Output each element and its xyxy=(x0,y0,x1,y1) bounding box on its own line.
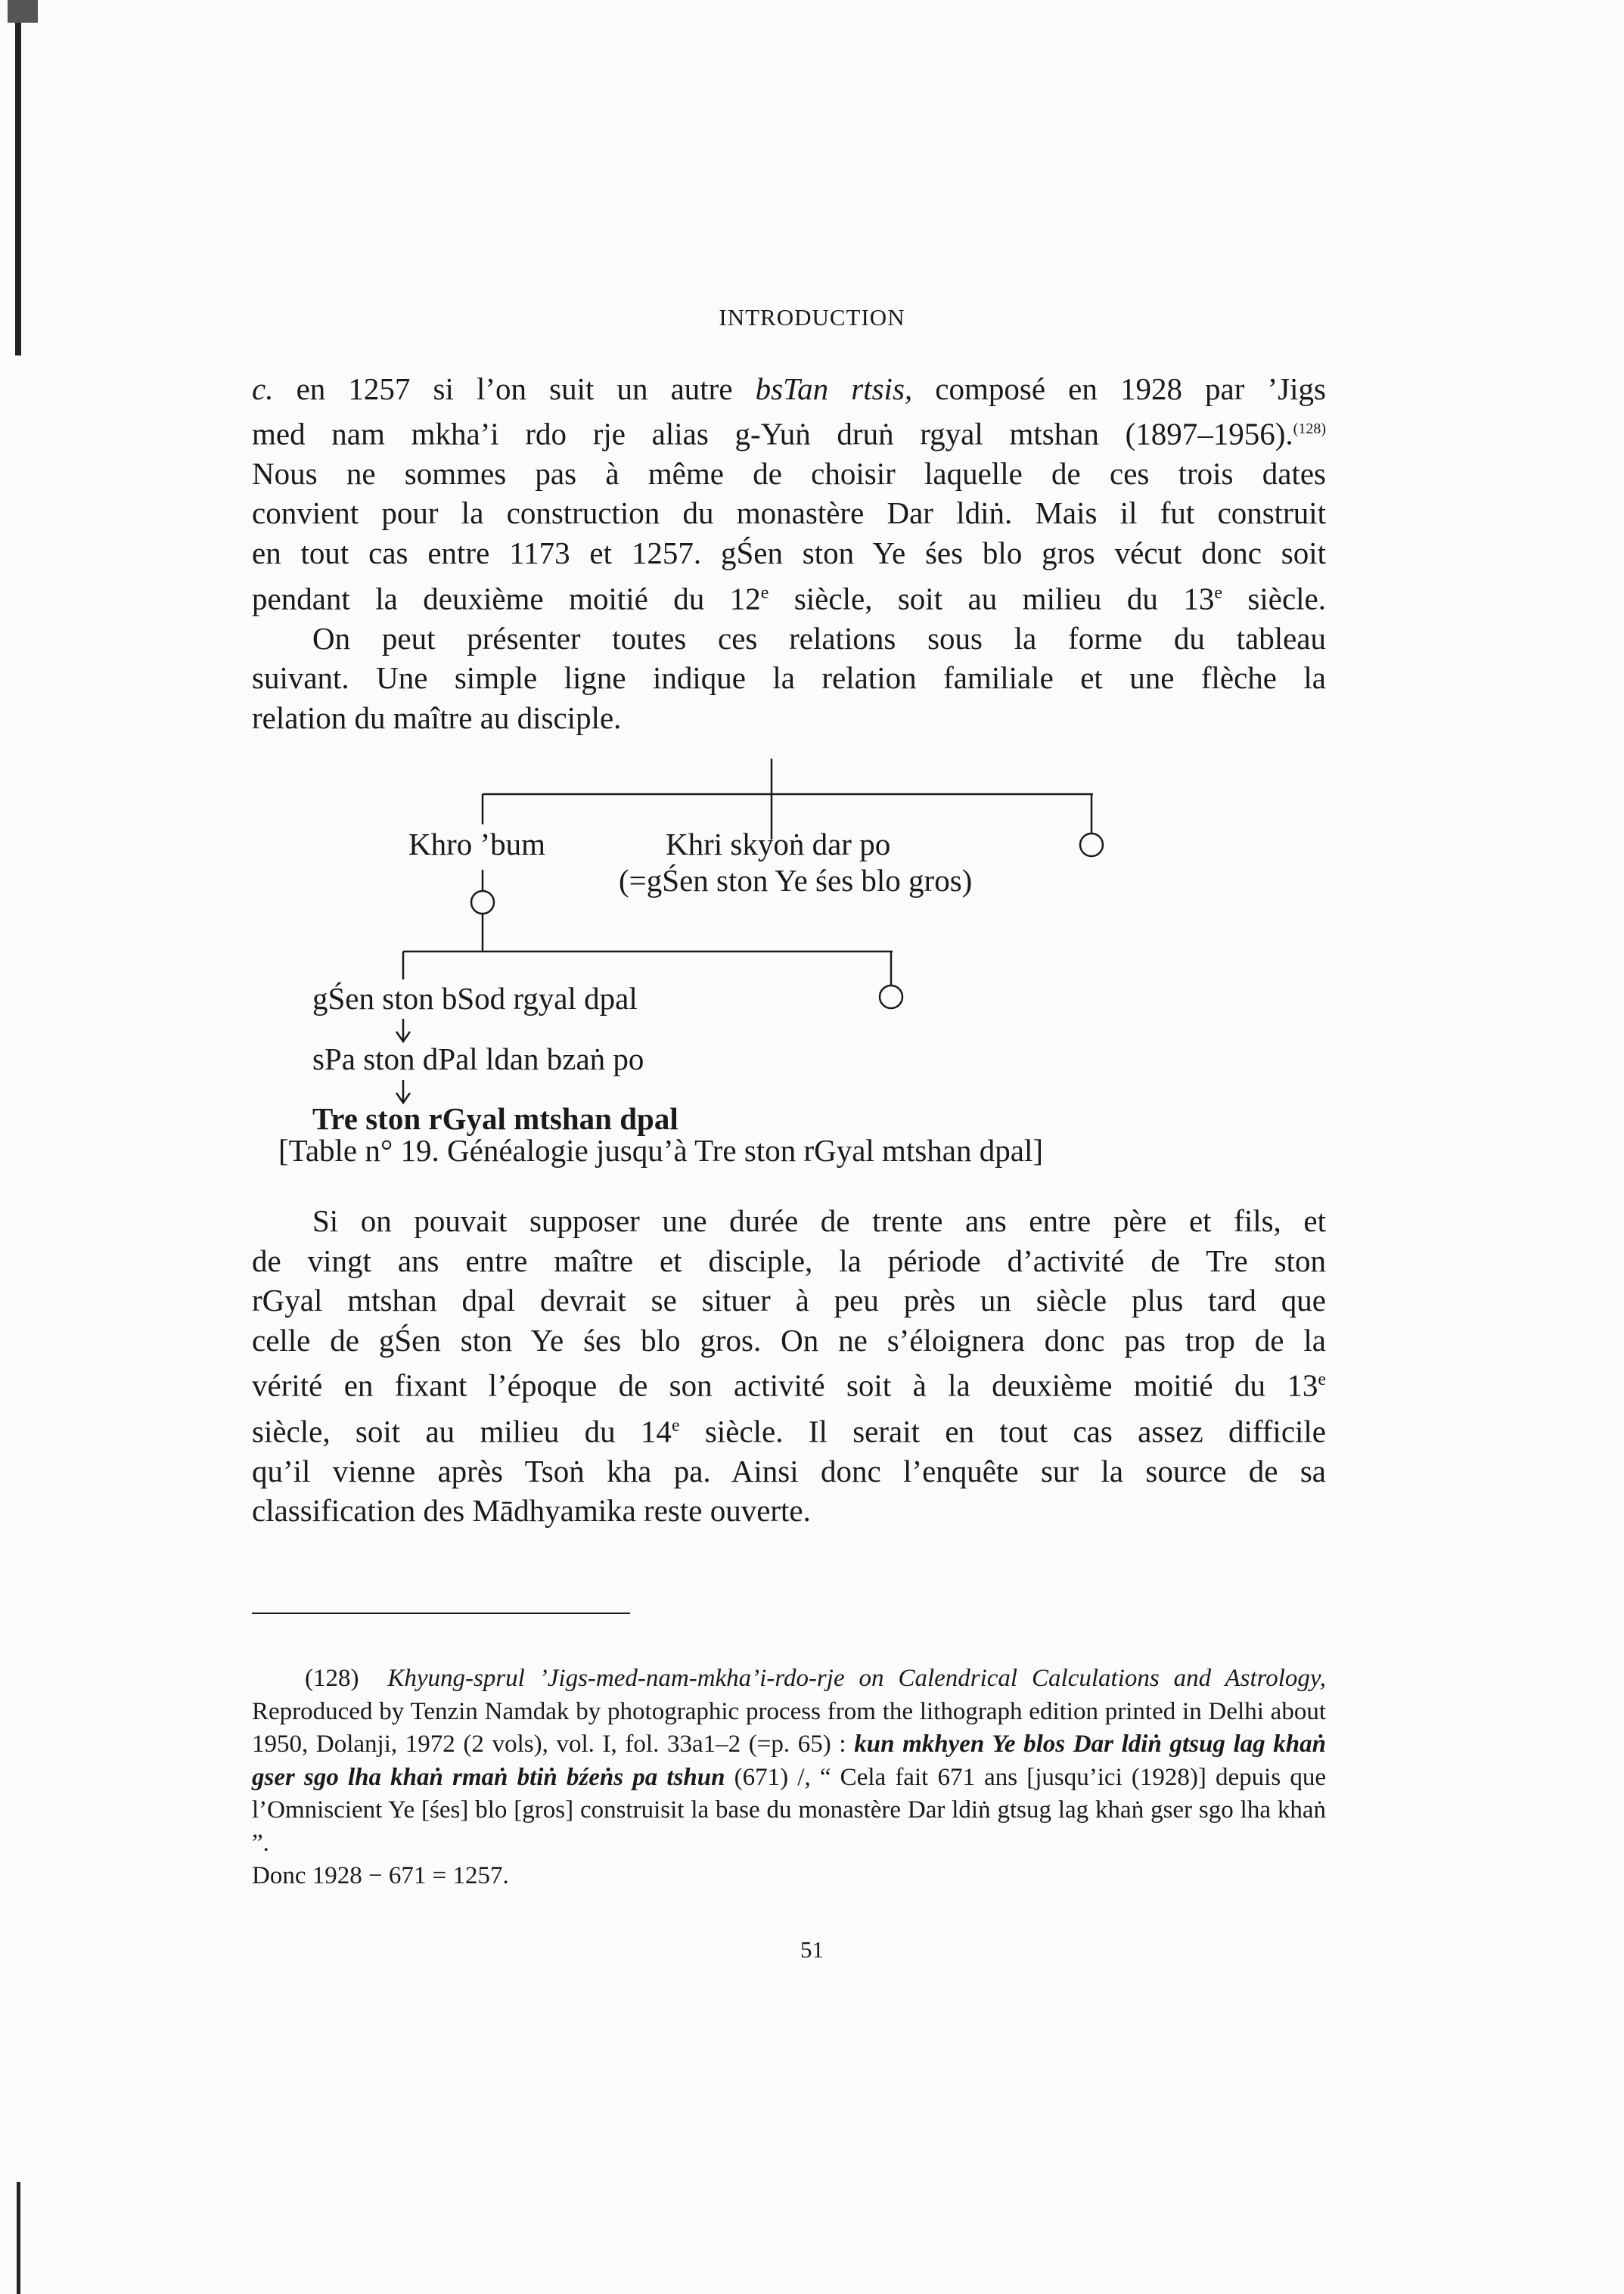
paragraph-3-line-8: classification des Mādhyamika reste ouverte. xyxy=(252,1493,811,1529)
paragraph-1-line-3: Nous ne sommes pas à même de choisir laquelle de ces trois dates xyxy=(252,455,1326,491)
paragraph-1-line-6: pendant la deuxième moitié du 12e siècle, soit au milieu du 13e siècle. xyxy=(252,581,1327,616)
paragraph-3-line-5: vérité en fixant l’époque de son activité soit à la deuxième moitié du 13e xyxy=(252,1368,1326,1404)
footnote-text-2: (671) /, “ Cela fait 671 ans [jusqu’ici (1928)] depuis que l’Omniscient Ye [śes] blo [gros] construisit la base du monastère Dar ldiṅ gtsug lag khaṅ gser sgo lha khaṅ ”. xyxy=(252,1763,1326,1857)
footnote-number: (128) xyxy=(305,1665,359,1692)
node-spa-ston: sPa ston dPal ldan bzaṅ po xyxy=(312,1041,644,1076)
node-khri-skyon-alias: (=gŚen ston Ye śes blo gros) xyxy=(619,863,973,898)
paragraph-1-line-5: en tout cas entre 1173 et 1257. gŚen ston Ye śes blo gros vécut donc soit xyxy=(252,535,1326,571)
body-text-bottom xyxy=(252,1201,1326,1531)
paragraph-2-line-1: On peut présenter toutes ces relations sous la forme du tableau xyxy=(312,620,1326,656)
footnote-body xyxy=(252,1662,1326,1860)
paragraph-1 xyxy=(252,369,1326,619)
paragraph-1-line-2: med nam mkha’i rdo rje alias g-Yuṅ druṅ rgyal mtshan (1897–1956).$^{(128)}$ xyxy=(252,416,1326,452)
paragraph-2 xyxy=(252,619,1326,738)
paragraph-2-line-3: relation du maître au disciple. xyxy=(252,700,622,736)
right-second-circle xyxy=(880,986,902,1008)
paragraph-3 xyxy=(252,1201,1326,1531)
paragraph-1-line-1: c. en 1257 si l’on suit un autre bsTan rtsis, composé en 1928 par ’Jigs xyxy=(252,371,1326,406)
footnote-rule xyxy=(252,1613,630,1614)
footnote-text-1: Reproduced by Tenzin Namdak by photographic process from the lithograph edition printed in Delhi about 1950, Dolanji, 1972 (2 vols), vol. I, fol. 33a1–2 (=p. 65) : xyxy=(252,1697,1326,1758)
page-number: 51 xyxy=(800,1936,824,1963)
paragraph-3-line-1: Si on pouvait supposer une durée de trente ans entre père et fils, et xyxy=(312,1203,1326,1238)
table-caption: [Table n° 19. Généalogie jusqu’à Tre ston rGyal mtshan dpal] xyxy=(278,1133,1043,1168)
node-gsen-bsod: gŚen ston bSod rgyal dpal xyxy=(312,981,638,1016)
scan-edge-mark-top xyxy=(15,0,21,355)
paragraph-3-line-3: rGyal mtshan dpal devrait se situer à peu près un siècle plus tard que xyxy=(252,1283,1326,1318)
paragraph-3-line-2: de vingt ans entre maître et disciple, la période d’activité de Tre ston xyxy=(252,1243,1326,1278)
body-text-top xyxy=(252,369,1326,738)
scan-edge-mark-top-fade xyxy=(8,0,38,23)
node-khri-skyon: Khri skyoṅ dar po xyxy=(666,827,891,861)
node-tre-ston: Tre ston rGyal mtshan dpal xyxy=(312,1101,678,1136)
paragraph-3-line-7: qu’il vienne après Tsoṅ kha pa. Ainsi donc l’enquête sur la source de sa xyxy=(252,1453,1326,1488)
running-head: INTRODUCTION xyxy=(719,304,905,331)
paragraph-2-line-2: suivant. Une simple ligne indique la relation familiale et une flèche la xyxy=(252,660,1326,696)
paragraph-1-line-4: convient pour la construction du monastère Dar ldiṅ. Mais il fut construit xyxy=(252,495,1326,531)
footnote-ref-128: (128) xyxy=(1293,420,1326,437)
khro-child-circle xyxy=(471,891,494,914)
right-child-circle xyxy=(1080,833,1103,856)
footnote-quote: kun mkhyen Ye blos Dar ldiṅ gtsug lag khaṅ gser sgo lha khaṅ rmaṅ btiṅ bźeṅs pa tshun xyxy=(252,1731,1326,1791)
paragraph-3-line-4: celle de gŚen ston Ye śes blo gros. On ne s’éloignera donc pas trop de la xyxy=(252,1322,1326,1358)
footnote-title: Khyung-sprul ’Jigs-med-nam-mkha’i-rdo-rje on Calendrical Calculations and Astrology, xyxy=(387,1665,1326,1692)
node-khro-bum: Khro ’bum xyxy=(408,827,546,861)
footnote-128 xyxy=(252,1662,1326,1893)
paragraph-3-line-6: siècle, soit au milieu du 14e siècle. Il serait en tout cas assez difficile xyxy=(252,1414,1327,1449)
scan-edge-mark-bottom xyxy=(17,2182,20,2294)
footnote-text-3: Donc 1928 − 671 = 1257. xyxy=(252,1862,509,1889)
